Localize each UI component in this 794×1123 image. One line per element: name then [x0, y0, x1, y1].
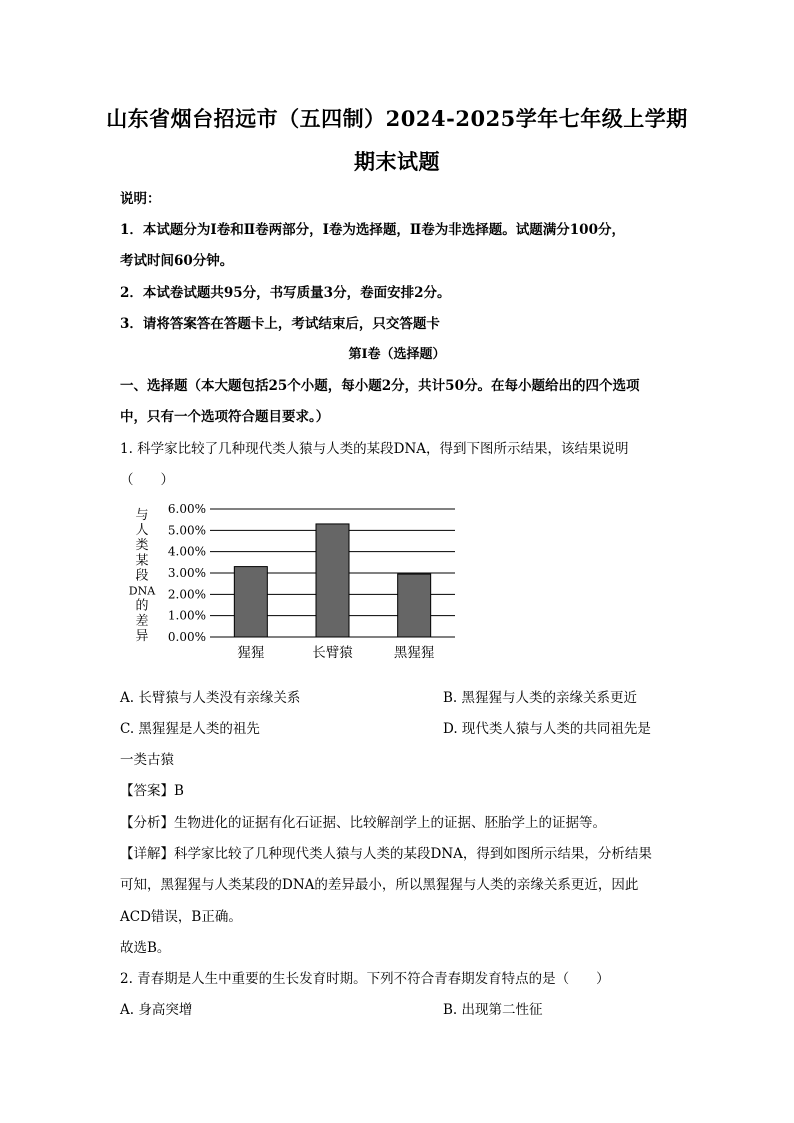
y-tick-label: 2.00% — [167, 587, 206, 602]
y-axis-label-char: 某 — [135, 553, 149, 569]
y-axis-label-char: 差 — [135, 613, 149, 629]
q1-option-d: D. 现代类人猿与人类的共同祖先是 — [443, 721, 651, 737]
page-title: 山东省烟台招远市（五四制）2024-2025学年七年级上学期 — [106, 106, 688, 131]
q1-answer: 【答案】B — [120, 783, 184, 799]
notes-heading: 说明： — [120, 191, 161, 207]
q2-option-a: A. 身高突增 — [120, 1002, 193, 1018]
q1-detail-continued-2: ACD错误，B正确。 — [120, 909, 242, 925]
section-title: 第Ⅰ卷（选择题） — [348, 347, 446, 362]
q1-option-c: C. 黑猩猩是人类的祖先 — [120, 721, 260, 737]
q1-conclusion: 故选B。 — [120, 940, 171, 956]
q1-analysis: 【分析】生物进化的证据有化石证据、比较解剖学上的证据、胚胎学上的证据等。 — [120, 815, 606, 831]
q1-option-a: A. 长臂猿与人类没有亲缘关系 — [120, 690, 301, 706]
note-item-1: 1．本试题分为Ⅰ卷和Ⅱ卷两部分，Ⅰ卷为选择题，Ⅱ卷为非选择题。试题满分100分， — [120, 222, 625, 238]
question-1-bracket: （ ） — [120, 472, 174, 488]
y-axis-label-char: 的 — [135, 598, 149, 614]
y-axis-label-char: 人 — [135, 523, 149, 539]
y-tick-label: 5.00% — [167, 523, 206, 538]
y-tick-label: 6.00% — [167, 502, 206, 516]
note-item-1-continued: 考试时间60分钟。 — [120, 253, 234, 269]
q1-option-b: B. 黑猩猩与人类的亲缘关系更近 — [443, 690, 638, 706]
bar-3 — [398, 574, 431, 637]
bar-1 — [234, 567, 267, 637]
y-axis-label-char: 段 — [135, 568, 149, 584]
bar-2 — [316, 524, 349, 637]
x-category-label: 黑猩猩 — [393, 645, 435, 661]
question-2-stem: 2. 青春期是人生中重要的生长发育时期。下列不符合青春期发育特点的是（ ） — [120, 971, 610, 987]
q2-option-b: B. 出现第二性征 — [443, 1002, 543, 1018]
y-tick-label: 4.00% — [167, 544, 206, 559]
question-1-stem: 1. 科学家比较了几种现代类人猿与人类的某段DNA，得到下图所示结果，该结果说明 — [120, 441, 629, 457]
q1-detail: 【详解】科学家比较了几种现代类人猿与人类的某段DNA，得到如图所示结果，分析结果 — [120, 846, 652, 862]
y-tick-label: 0.00% — [167, 630, 206, 644]
section-intro-continued: 中，只有一个选项符合题目要求。） — [120, 409, 330, 425]
q1-detail-continued-1: 可知，黑猩猩与人类某段的DNA的差异最小，所以黑猩猩与人类的亲缘关系更近，因此 — [120, 877, 639, 893]
note-item-2: 2．本试卷试题共95分，书写质量3分，卷面安排2分。 — [120, 285, 451, 301]
y-axis-label-char: 与 — [135, 508, 149, 523]
y-axis-label-char: 类 — [135, 538, 149, 554]
y-tick-label: 3.00% — [167, 566, 206, 580]
y-tick-label: 1.00% — [167, 608, 206, 623]
note-item-3: 3．请将答案答在答题卡上，考试结束后，只交答题卡 — [120, 316, 440, 332]
section-intro: 一、选择题（本大题包括25个小题，每小题2分，共计50分。在每小题给出的四个选项 — [120, 378, 640, 394]
y-axis-label-char: DNA — [128, 584, 156, 598]
y-axis-label-char: 异 — [135, 628, 149, 644]
dna-difference-bar-chart — [120, 495, 465, 670]
x-category-label: 长臂猿 — [312, 645, 353, 661]
x-category-label: 猩猩 — [237, 645, 265, 661]
page-title-continued: 期末试题 — [354, 149, 440, 174]
q1-option-d-continued: 一类古猿 — [120, 752, 174, 768]
